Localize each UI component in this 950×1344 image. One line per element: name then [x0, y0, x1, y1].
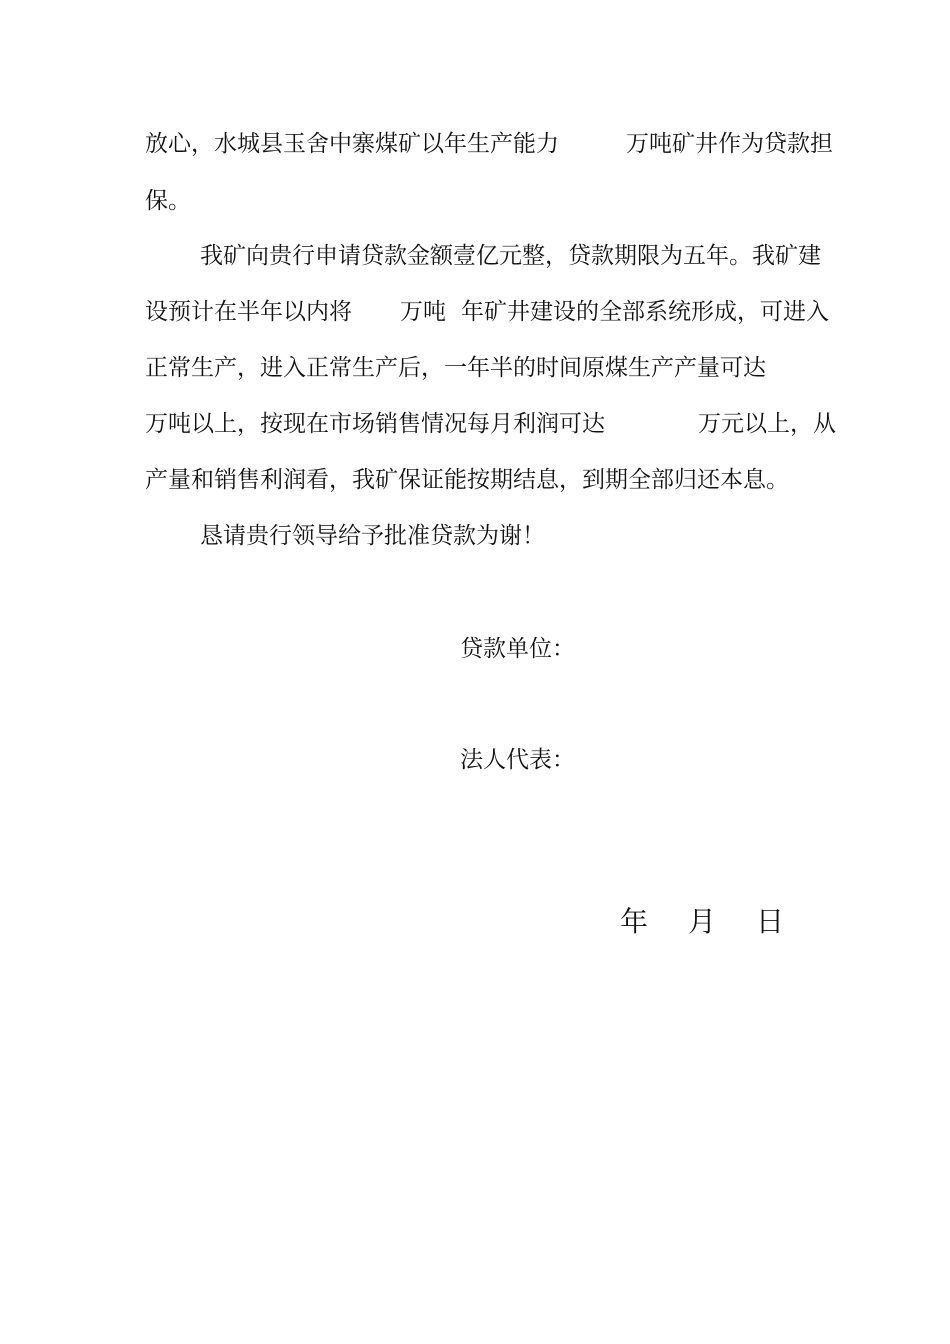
- profit-text-end: 万元以上，从: [698, 411, 836, 437]
- paragraph-1-line-2: 保。: [145, 188, 191, 214]
- construction-text-end: 年矿井建设的全部系统形成，可进入: [461, 299, 829, 325]
- loan-unit-label: 贷款单位：: [460, 636, 575, 662]
- capacity-unit-text: 万吨: [400, 299, 446, 325]
- paragraph-2-line-5: 产量和销售利润看，我矿保证能按期结息，到期全部归还本息。: [145, 467, 789, 493]
- paragraph-3-line-1: 恳请贵行领导给予批准贷款为谢！: [200, 523, 545, 549]
- date-year-label: 年: [620, 905, 649, 938]
- paragraph-1-line-1: [145, 130, 833, 242]
- guarantee-text-end: 万吨矿井作为贷款担: [626, 131, 833, 157]
- profit-text-start: 万吨以上，按现在市场销售情况每月利润可达: [145, 411, 605, 437]
- paragraph-2-line-3: 正常生产，进入正常生产后，一年半的时间原煤生产产量可达: [145, 355, 766, 381]
- construction-text-start: 设预计在半年以内将: [145, 299, 352, 325]
- guarantee-text-start: 放心，水城县玉舍中寨煤矿以年生产能力: [145, 131, 559, 157]
- paragraph-2-line-1: 我矿向贵行申请贷款金额壹亿元整，贷款期限为五年。我矿建: [200, 243, 821, 269]
- date-day-label: 日: [756, 905, 785, 938]
- legal-representative-label: 法人代表：: [460, 747, 575, 773]
- date-month-label: 月: [688, 905, 717, 938]
